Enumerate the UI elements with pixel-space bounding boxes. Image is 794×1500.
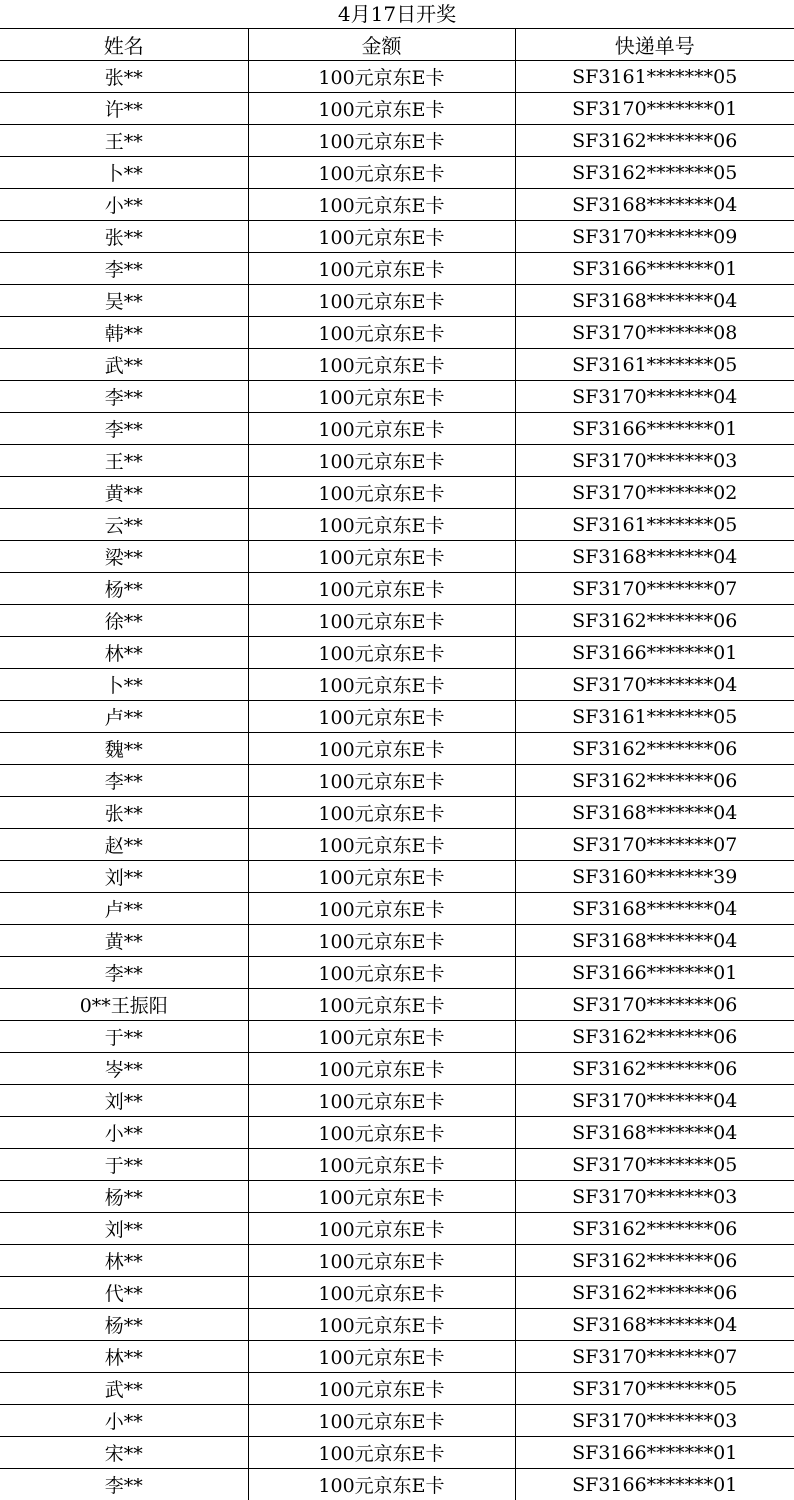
table-row xyxy=(0,157,794,189)
prize-amount-cell: 100元京东E卡 xyxy=(248,605,515,637)
prize-amount-cell: 100元京东E卡 xyxy=(248,349,515,381)
winner-name-cell: 杨** xyxy=(0,1181,248,1213)
table-row xyxy=(0,1309,794,1341)
tracking-number-cell: SF3168*******04 xyxy=(515,797,794,829)
winner-name-cell: 韩** xyxy=(0,317,248,349)
prize-amount-cell: 100元京东E卡 xyxy=(248,413,515,445)
prize-amount-cell: 100元京东E卡 xyxy=(248,1309,515,1341)
prize-amount-cell: 100元京东E卡 xyxy=(248,957,515,989)
sheet-title: 4月17日开奖 xyxy=(0,0,794,28)
tracking-number-cell: SF3162*******06 xyxy=(515,765,794,797)
prize-amount-cell: 100元京东E卡 xyxy=(248,253,515,285)
winner-name-cell: 魏** xyxy=(0,733,248,765)
prize-amount-cell: 100元京东E卡 xyxy=(248,637,515,669)
winner-name-cell: 云** xyxy=(0,509,248,541)
prize-amount-cell: 100元京东E卡 xyxy=(248,125,515,157)
prize-amount-cell: 100元京东E卡 xyxy=(248,317,515,349)
table-row xyxy=(0,1341,794,1373)
winner-name-cell: 卢** xyxy=(0,893,248,925)
column-header-tracking-number: 快递单号 xyxy=(515,29,794,61)
table-row xyxy=(0,189,794,221)
prize-amount-cell: 100元京东E卡 xyxy=(248,1117,515,1149)
prize-amount-cell: 100元京东E卡 xyxy=(248,93,515,125)
table-row xyxy=(0,61,794,93)
tracking-number-cell: SF3162*******06 xyxy=(515,605,794,637)
table-row xyxy=(0,1117,794,1149)
winner-name-cell: 小** xyxy=(0,1405,248,1437)
table-row xyxy=(0,637,794,669)
table-row xyxy=(0,1021,794,1053)
table-row xyxy=(0,1469,794,1500)
winner-name-cell: 武** xyxy=(0,1373,248,1405)
prize-amount-cell: 100元京东E卡 xyxy=(248,157,515,189)
winner-name-cell: 李** xyxy=(0,1469,248,1500)
prize-amount-cell: 100元京东E卡 xyxy=(248,797,515,829)
table-row xyxy=(0,509,794,541)
table-row xyxy=(0,893,794,925)
tracking-number-cell: SF3161*******05 xyxy=(515,349,794,381)
winner-name-cell: 林** xyxy=(0,1245,248,1277)
winner-name-cell: 代** xyxy=(0,1277,248,1309)
winner-name-cell: 王** xyxy=(0,445,248,477)
table-row xyxy=(0,349,794,381)
winners-table xyxy=(0,28,794,1500)
tracking-number-cell: SF3170*******05 xyxy=(515,1373,794,1405)
prize-amount-cell: 100元京东E卡 xyxy=(248,573,515,605)
winner-name-cell: 黄** xyxy=(0,925,248,957)
winner-name-cell: 李** xyxy=(0,381,248,413)
column-header-amount: 金额 xyxy=(248,29,515,61)
table-row xyxy=(0,1437,794,1469)
prize-amount-cell: 100元京东E卡 xyxy=(248,1021,515,1053)
tracking-number-cell: SF3162*******06 xyxy=(515,733,794,765)
winner-name-cell: 李** xyxy=(0,765,248,797)
tracking-number-cell: SF3170*******07 xyxy=(515,829,794,861)
tracking-number-cell: SF3170*******03 xyxy=(515,1405,794,1437)
table-body xyxy=(0,61,794,1500)
tracking-number-cell: SF3160*******39 xyxy=(515,861,794,893)
prize-amount-cell: 100元京东E卡 xyxy=(248,925,515,957)
tracking-number-cell: SF3170*******04 xyxy=(515,1085,794,1117)
winner-name-cell: 吴** xyxy=(0,285,248,317)
tracking-number-cell: SF3166*******01 xyxy=(515,253,794,285)
winner-name-cell: 小** xyxy=(0,189,248,221)
prize-amount-cell: 100元京东E卡 xyxy=(248,1181,515,1213)
tracking-number-cell: SF3162*******06 xyxy=(515,1213,794,1245)
winner-name-cell: 李** xyxy=(0,253,248,285)
prize-amount-cell: 100元京东E卡 xyxy=(248,381,515,413)
table-row xyxy=(0,1277,794,1309)
winner-name-cell: 卜** xyxy=(0,157,248,189)
tracking-number-cell: SF3170*******01 xyxy=(515,93,794,125)
prize-amount-cell: 100元京东E卡 xyxy=(248,1277,515,1309)
table-row xyxy=(0,1149,794,1181)
tracking-number-cell: SF3170*******09 xyxy=(515,221,794,253)
tracking-number-cell: SF3170*******02 xyxy=(515,477,794,509)
tracking-number-cell: SF3170*******03 xyxy=(515,445,794,477)
table-row xyxy=(0,445,794,477)
prize-amount-cell: 100元京东E卡 xyxy=(248,509,515,541)
prize-amount-cell: 100元京东E卡 xyxy=(248,285,515,317)
prize-amount-cell: 100元京东E卡 xyxy=(248,221,515,253)
winner-name-cell: 王** xyxy=(0,125,248,157)
winner-name-cell: 林** xyxy=(0,1341,248,1373)
table-row xyxy=(0,669,794,701)
table-row xyxy=(0,733,794,765)
winner-name-cell: 张** xyxy=(0,61,248,93)
prize-amount-cell: 100元京东E卡 xyxy=(248,1373,515,1405)
winner-name-cell: 杨** xyxy=(0,573,248,605)
table-row xyxy=(0,381,794,413)
tracking-number-cell: SF3162*******06 xyxy=(515,1053,794,1085)
tracking-number-cell: SF3161*******05 xyxy=(515,701,794,733)
table-row xyxy=(0,221,794,253)
tracking-number-cell: SF3170*******07 xyxy=(515,1341,794,1373)
table-row xyxy=(0,1085,794,1117)
winner-name-cell: 赵** xyxy=(0,829,248,861)
tracking-number-cell: SF3168*******04 xyxy=(515,285,794,317)
prize-amount-cell: 100元京东E卡 xyxy=(248,1053,515,1085)
winner-name-cell: 杨** xyxy=(0,1309,248,1341)
tracking-number-cell: SF3168*******04 xyxy=(515,893,794,925)
table-row xyxy=(0,861,794,893)
tracking-number-cell: SF3166*******01 xyxy=(515,413,794,445)
prize-amount-cell: 100元京东E卡 xyxy=(248,445,515,477)
winner-name-cell: 张** xyxy=(0,221,248,253)
prize-amount-cell: 100元京东E卡 xyxy=(248,1469,515,1500)
prize-amount-cell: 100元京东E卡 xyxy=(248,477,515,509)
table-row xyxy=(0,957,794,989)
tracking-number-cell: SF3162*******06 xyxy=(515,1021,794,1053)
tracking-number-cell: SF3170*******06 xyxy=(515,989,794,1021)
prize-amount-cell: 100元京东E卡 xyxy=(248,893,515,925)
winner-name-cell: 刘** xyxy=(0,1085,248,1117)
winner-name-cell: 宋** xyxy=(0,1437,248,1469)
prize-amount-cell: 100元京东E卡 xyxy=(248,1245,515,1277)
prize-amount-cell: 100元京东E卡 xyxy=(248,1405,515,1437)
tracking-number-cell: SF3170*******08 xyxy=(515,317,794,349)
winner-name-cell: 小** xyxy=(0,1117,248,1149)
winner-name-cell: 徐** xyxy=(0,605,248,637)
tracking-number-cell: SF3161*******05 xyxy=(515,61,794,93)
tracking-number-cell: SF3170*******04 xyxy=(515,381,794,413)
table-row xyxy=(0,477,794,509)
table-row xyxy=(0,797,794,829)
prize-amount-cell: 100元京东E卡 xyxy=(248,765,515,797)
winner-name-cell: 岑** xyxy=(0,1053,248,1085)
tracking-number-cell: SF3170*******05 xyxy=(515,1149,794,1181)
winner-name-cell: 张** xyxy=(0,797,248,829)
tracking-number-cell: SF3166*******01 xyxy=(515,1469,794,1500)
winner-name-cell: 武** xyxy=(0,349,248,381)
winner-name-cell: 李** xyxy=(0,413,248,445)
tracking-number-cell: SF3166*******01 xyxy=(515,1437,794,1469)
prize-amount-cell: 100元京东E卡 xyxy=(248,829,515,861)
column-header-name: 姓名 xyxy=(0,29,248,61)
winner-name-cell: 梁** xyxy=(0,541,248,573)
prize-amount-cell: 100元京东E卡 xyxy=(248,1149,515,1181)
winner-name-cell: 于** xyxy=(0,1149,248,1181)
table-row xyxy=(0,93,794,125)
tracking-number-cell: SF3161*******05 xyxy=(515,509,794,541)
tracking-number-cell: SF3168*******04 xyxy=(515,1309,794,1341)
table-row xyxy=(0,1213,794,1245)
tracking-number-cell: SF3162*******06 xyxy=(515,1277,794,1309)
prize-amount-cell: 100元京东E卡 xyxy=(248,861,515,893)
prize-amount-cell: 100元京东E卡 xyxy=(248,669,515,701)
prize-amount-cell: 100元京东E卡 xyxy=(248,1085,515,1117)
tracking-number-cell: SF3162*******06 xyxy=(515,1245,794,1277)
tracking-number-cell: SF3170*******04 xyxy=(515,669,794,701)
prize-amount-cell: 100元京东E卡 xyxy=(248,189,515,221)
winner-name-cell: 刘** xyxy=(0,1213,248,1245)
table-row xyxy=(0,605,794,637)
prize-amount-cell: 100元京东E卡 xyxy=(248,541,515,573)
table-row xyxy=(0,1181,794,1213)
tracking-number-cell: SF3162*******06 xyxy=(515,125,794,157)
tracking-number-cell: SF3166*******01 xyxy=(515,637,794,669)
table-row xyxy=(0,829,794,861)
winner-name-cell: 林** xyxy=(0,637,248,669)
table-row xyxy=(0,1373,794,1405)
table-row xyxy=(0,1405,794,1437)
prize-amount-cell: 100元京东E卡 xyxy=(248,61,515,93)
winner-name-cell: 0**王振阳 xyxy=(0,989,248,1021)
table-row xyxy=(0,765,794,797)
table-row xyxy=(0,1245,794,1277)
winner-name-cell: 李** xyxy=(0,957,248,989)
table-row xyxy=(0,573,794,605)
table-row xyxy=(0,925,794,957)
tracking-number-cell: SF3170*******07 xyxy=(515,573,794,605)
table-row xyxy=(0,541,794,573)
tracking-number-cell: SF3162*******05 xyxy=(515,157,794,189)
tracking-number-cell: SF3170*******03 xyxy=(515,1181,794,1213)
tracking-number-cell: SF3166*******01 xyxy=(515,957,794,989)
winner-name-cell: 卜** xyxy=(0,669,248,701)
prize-amount-cell: 100元京东E卡 xyxy=(248,1437,515,1469)
table-row xyxy=(0,413,794,445)
table-row xyxy=(0,317,794,349)
table-row xyxy=(0,285,794,317)
prize-amount-cell: 100元京东E卡 xyxy=(248,989,515,1021)
tracking-number-cell: SF3168*******04 xyxy=(515,925,794,957)
tracking-number-cell: SF3168*******04 xyxy=(515,1117,794,1149)
table-row xyxy=(0,989,794,1021)
winner-name-cell: 黄** xyxy=(0,477,248,509)
tracking-number-cell: SF3168*******04 xyxy=(515,541,794,573)
winner-name-cell: 许** xyxy=(0,93,248,125)
table-row xyxy=(0,125,794,157)
tracking-number-cell: SF3168*******04 xyxy=(515,189,794,221)
winner-name-cell: 刘** xyxy=(0,861,248,893)
table-row xyxy=(0,701,794,733)
prize-amount-cell: 100元京东E卡 xyxy=(248,733,515,765)
prize-amount-cell: 100元京东E卡 xyxy=(248,1341,515,1373)
winner-name-cell: 于** xyxy=(0,1021,248,1053)
table-row xyxy=(0,253,794,285)
header-row xyxy=(0,29,794,61)
table-row xyxy=(0,1053,794,1085)
prize-amount-cell: 100元京东E卡 xyxy=(248,701,515,733)
winner-name-cell: 卢** xyxy=(0,701,248,733)
prize-amount-cell: 100元京东E卡 xyxy=(248,1213,515,1245)
